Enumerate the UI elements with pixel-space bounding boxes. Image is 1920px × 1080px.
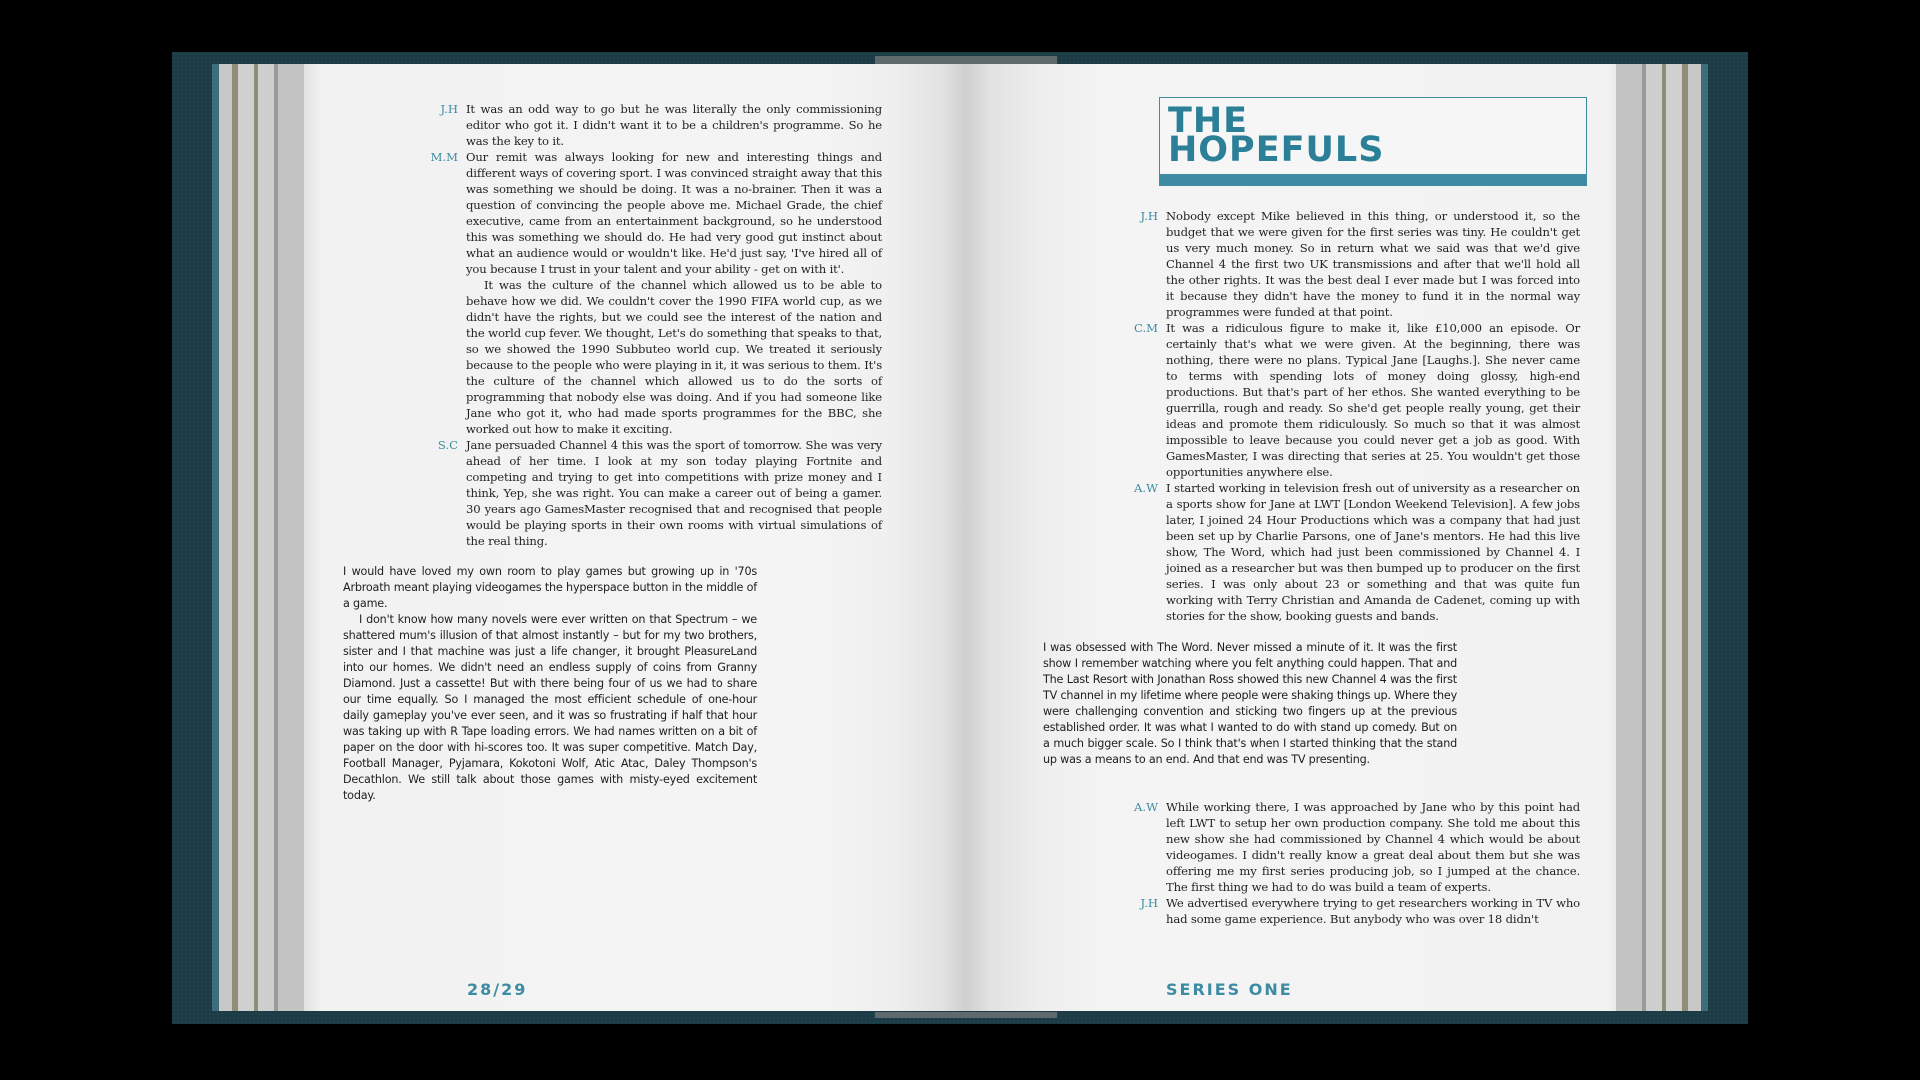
section-title-box xyxy=(1159,97,1587,186)
book-spine-top xyxy=(875,56,1057,64)
left-interview xyxy=(430,101,882,549)
left-page-edge-stripes xyxy=(212,64,304,1011)
paragraph: I started working in television fresh out of university as a researcher on a sports show for Jane at LWT [London Weekend Television]. A few jobs later, I joined 24 Hour Productions which was a company that had just been set up by Charlie Parsons, one of Jane's mentors. He had this live show, The Word, which had just been commissioned by Channel 4. I joined as a researcher but was then bumped up to producer on the first series. I was only about 23 or something and that was quite fun working with Terry Christian and Amanda de Cadenet, coming up with stories for the show, booking guests and bands. xyxy=(1166,481,1580,623)
section-title-line-2: HOPEFULS xyxy=(1168,130,1385,170)
interview-entry xyxy=(1133,320,1580,480)
interview-entry xyxy=(437,437,882,549)
speaker-initials: M.M xyxy=(430,150,458,164)
speaker-initials: A.W xyxy=(1134,800,1158,814)
interview-entry xyxy=(1140,208,1580,320)
speaker-initials: C.M xyxy=(1133,321,1158,335)
paragraph: Nobody except Mike believed in this thing, or understood it, so the budget that we were given for the first series was tiny. He couldn't get us very much money. So in return what we said was that we'd give Channel 4 the first two UK transmissions and after that we'll hold all the other rights. It was the best deal I ever made but I was forced into it because they didn't have the money to fund it in the normal way programmes were funded at that point. xyxy=(1166,209,1580,319)
paragraph: Jane persuaded Channel 4 this was the sport of tomorrow. She was very ahead of her time. I look at my son today playing Fortnite and competing and trying to get into competitions with prize money and I think, Yep, she was right. You can make a career out of being a gamer. 30 years ago GamesMaster recognised that and recognised that people would be playing sports in their own rooms with virtual simulations of the real thing. xyxy=(466,438,882,548)
section-title-bar xyxy=(1160,174,1586,185)
page-number: 28/29 xyxy=(467,980,528,999)
aside-paragraph: I would have loved my own room to play games but growing up in '70s Arbroath meant playing videogames the hyperspace button in the middle of a game. xyxy=(343,565,757,610)
paragraph: It was a ridiculous figure to make it, like £10,000 an episode. Or certainly that's what we were given. At the beginning, there was nothing, there were no plans. Typical Jane [Laughs.]. She never came to terms with spending lots of money doing glossy, high-end productions. But that's part of her ethos. She wanted everything to be guerrilla, rough and ready. So she'd get people really young, get their ideas and promote them ridiculously. So much so that it was almost impossible to leave because you could never get a job as good. With GamesMaster, I was directing that series at 25. You wouldn't get those opportunities anywhere else. xyxy=(1166,321,1580,479)
right-page-edge-stripes xyxy=(1616,64,1708,1011)
aside-paragraph: I was obsessed with The Word. Never missed a minute of it. It was the first show I remember watching where you felt anything could happen. That and The Last Resort with Jonathan Ross showed this new Channel 4 was the first TV channel in my lifetime where people were shaking things up. Where they were challenging convention and sticking two fingers up at the previous established order. It was what I wanted to do with stand up comedy. But on a much bigger scale. So I think that's when I started thinking that the stand up was a means to an end. And that end was TV presenting. xyxy=(1043,641,1457,766)
left-page xyxy=(212,64,966,1011)
speaker-initials: J.H xyxy=(1140,896,1158,910)
paragraph: Our remit was always looking for new and interesting things and different ways of covering sport. I was convinced straight away that this was something we should be doing. It was a no-brainer. Then it was a question of convincing the people above me. Michael Grade, the chief executive, came from an entertainment background, so he understood this was something we should do. He had very good gut instinct about what an audience would or wouldn't like. He'd just say, 'I've hired all of you because I trust in your talent and your ability - get on with it'. xyxy=(466,150,882,276)
interview-entry xyxy=(1140,895,1580,927)
interview-entry xyxy=(1134,799,1580,895)
speaker-initials: S.C xyxy=(437,438,458,452)
speaker-initials: A.W xyxy=(1134,481,1158,495)
left-aside xyxy=(343,564,757,804)
paragraph: We advertised everywhere trying to get researchers working in TV who had some game experience. But anybody who was over 18 didn't xyxy=(1166,896,1580,926)
book-spine-bottom xyxy=(875,1012,1057,1018)
right-interview-continued xyxy=(1134,799,1580,927)
paragraph: While working there, I was approached by Jane who by this point had left LWT to setup her own production company. She told me about this new show she had commissioned by Channel 4 which would be about videogames. I didn't really know a great deal about them but she was offering me my first series producing job, so I jumped at the chance. The first thing we had to do was build a team of experts. xyxy=(1166,800,1580,894)
right-aside xyxy=(1043,640,1457,768)
aside-paragraph: I don't know how many novels were ever written on that Spectrum – we shattered mum's illusion of that almost instantly – but for my two brothers, sister and I that machine was just a life changer, it brought PleasureLand into our homes. We didn't need an endless supply of coins from Granny Diamond. Just a cassette! But with there being four of us we had to share our time equally. So I managed the most efficient schedule of one-hour daily gameplay you've ever seen, and it was so frustrating if half that hour was taking up with R Tape loading errors. We had names written on a bit of paper on the door with hi-scores too. It was super competitive. Match Day, Football Manager, Pyjamara, Kokotoni Wolf, Atic Atac, Daley Thompson's Decathlon. We still talk about those games with misty-eyed excitement today. xyxy=(343,613,757,802)
running-footer: SERIES ONE xyxy=(1166,980,1293,999)
speaker-initials: J.H xyxy=(440,102,458,116)
paragraph: It was an odd way to go but he was literally the only commissioning editor who got it. I didn't want it to be a children's programme. So he was the key to it. xyxy=(466,102,882,148)
interview-entry xyxy=(430,149,882,437)
right-page xyxy=(966,64,1708,1011)
interview-entry xyxy=(1134,480,1580,624)
paragraph: It was the culture of the channel which allowed us to be able to behave how we did. We couldn't cover the 1990 FIFA world cup, as we didn't have the rights, but we could see the interest of the nation and the world cup fever. We thought, Let's do something that speaks to that, so we showed the 1990 Subbuteo world cup. We treated it seriously because to the people who were playing in it, it was serious to them. It's the culture of the channel which allowed us to do the sorts of programming that nobody else was doing. And if you had someone like Jane who got it, who had made sports programmes for the BBC, she worked out how to make it exciting. xyxy=(466,278,882,436)
section-title-line-1: THE xyxy=(1168,101,1249,141)
interview-entry xyxy=(440,101,882,149)
right-interview xyxy=(1133,208,1580,624)
speaker-initials: J.H xyxy=(1140,209,1158,223)
